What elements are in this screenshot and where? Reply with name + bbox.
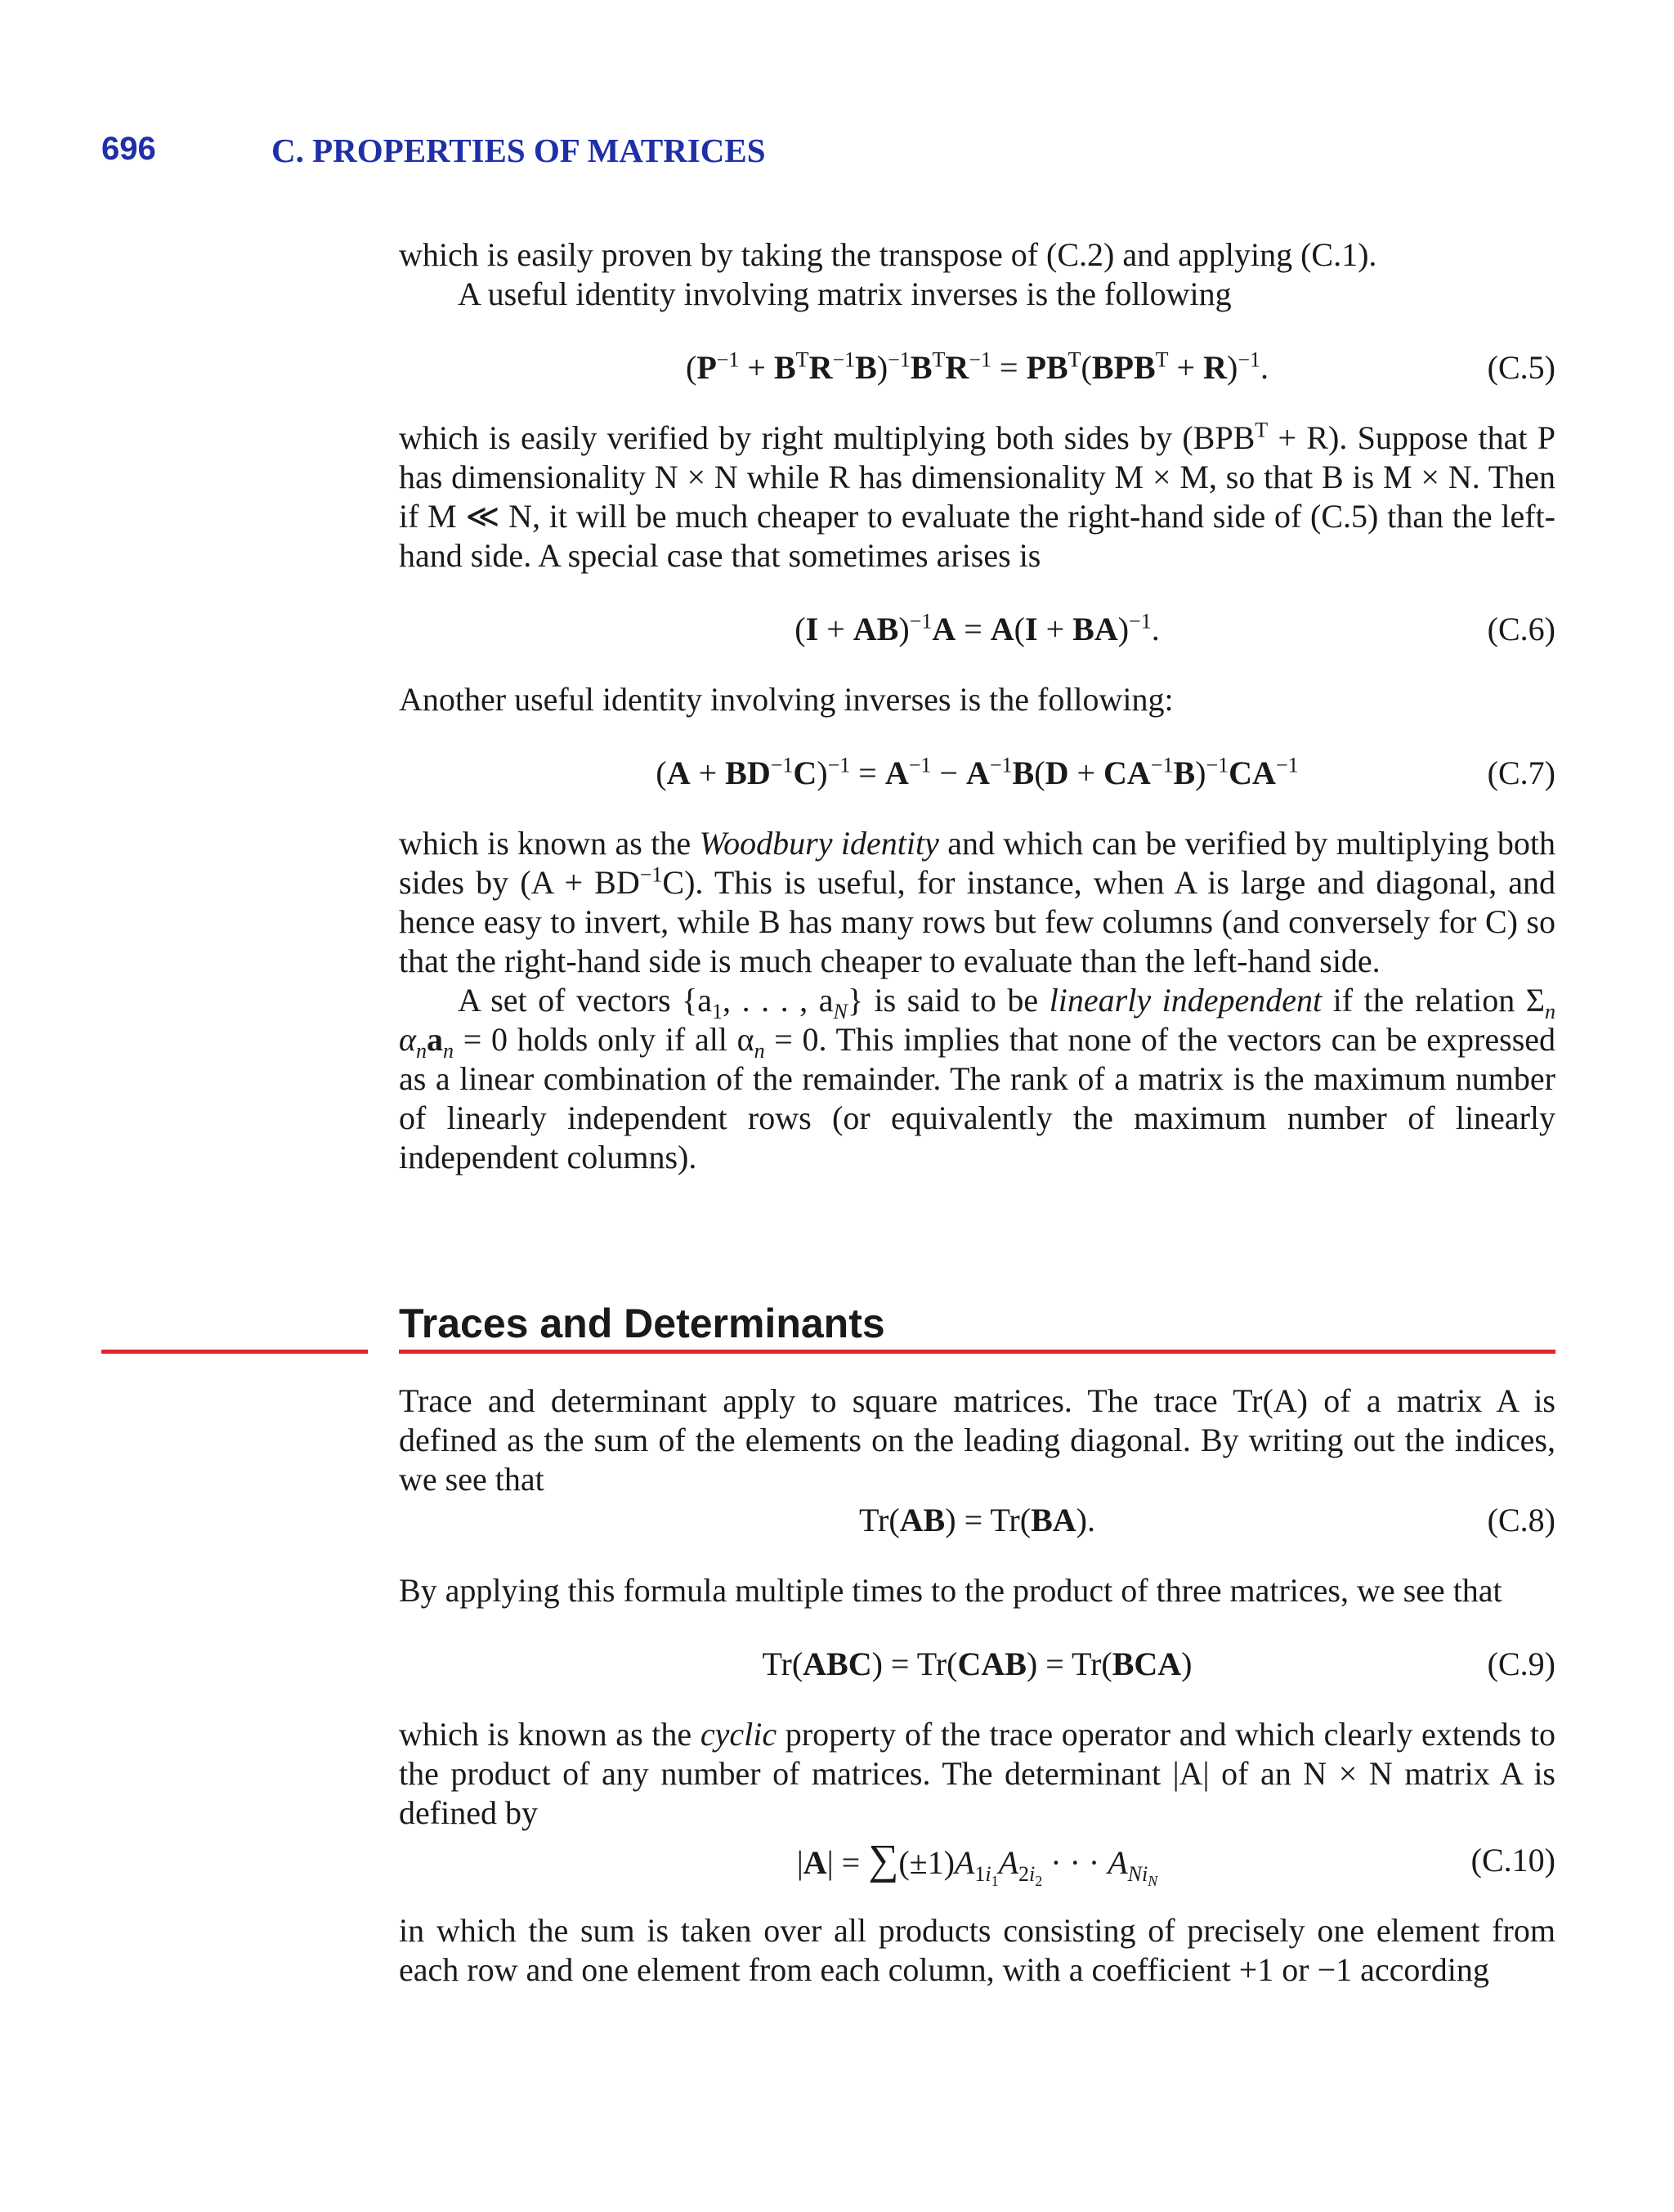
- equation-c5: [399, 347, 1555, 389]
- equation-c5-label: (C.5): [1487, 349, 1555, 386]
- paragraph-5-block: [399, 824, 1555, 1177]
- paragraph-7: Trace and determinant apply to square matrices. The trace Tr(A) of a matrix A is defined as the sum of the elements on the leading diagonal. By writing out the indices, we see that: [399, 1382, 1555, 1498]
- paragraph-3-block: [399, 419, 1555, 575]
- paragraph-9-block: [399, 1715, 1555, 1833]
- chapter-title: C. PROPERTIES OF MATRICES: [271, 132, 766, 169]
- equation-c10-label: (C.10): [1470, 1842, 1555, 1878]
- section-rule: [399, 1350, 1555, 1354]
- equation-c8: [399, 1499, 1555, 1542]
- equation-c9-body: Tr(ABC) = Tr(CAB) = Tr(BCA): [762, 1646, 1193, 1682]
- paragraph-4: Another useful identity involving inverses is the following:: [399, 681, 1174, 718]
- equation-c8-body: Tr(AB) = Tr(BA).: [859, 1502, 1095, 1538]
- equation-c10: [399, 1837, 1555, 1890]
- paragraph-9: which is known as the cyclic property of the trace operator and which clearly extends to the product of any number of matrices. The determinant |A| of an N × N matrix A is defined by: [399, 1716, 1556, 1831]
- paragraph-7-block: [399, 1381, 1555, 1499]
- section-rule-margin: [101, 1350, 368, 1354]
- paragraph-10: in which the sum is taken over all products consisting of precisely one element from each row and one element from each column, with a coefficient +1 or −1 according: [399, 1912, 1555, 1988]
- paragraph-3: which is easily verified by right multiplying both sides by $(BPB^T + R)$. Suppose that P has dimensionality N × N while R has dimensionality M × M, so that B is M × N. Then if M ≪ N, it will be much cheaper to evaluate the right-hand side of (C.5) than the left-hand side. A special case that sometimes arises is: [399, 418, 1556, 574]
- paragraph-10-block: [399, 1911, 1555, 1990]
- equation-c6-body: (I + AB)$^{-1}$A = A(I + BA)$^{-1}$.: [794, 609, 1160, 647]
- equation-c8-label: (C.8): [1487, 1502, 1555, 1538]
- paragraph-2: A useful identity involving matrix inverses is the following: [458, 275, 1232, 312]
- equation-c7-body: $(A + BD^{-1}C)^{-1} = A^{-1} - A^{-1}B(D + CA^{-1}B)^{-1}CA^{-1}$: [656, 753, 1299, 791]
- equation-c7: [399, 752, 1555, 795]
- equation-c6-label: (C.6): [1487, 611, 1555, 647]
- equation-c9: [399, 1643, 1555, 1686]
- paragraph-1: which is easily proven by taking the transpose of (C.2) and applying (C.1).: [399, 236, 1377, 273]
- paragraph-intro: [399, 235, 1555, 314]
- paragraph-8: By applying this formula multiple times to the product of three matrices, we see that: [399, 1572, 1502, 1609]
- equation-c5-body: $(P^{-1} + B^TR^{-1}B)^{-1}B^TR^{-1} = PB^T(BPB^T + R)^{-1}$.: [685, 347, 1269, 386]
- paragraph-6: A set of vectors {$a_1$, . . . , $a_N$} is said to be linearly independent if the relation $\Sigma_n$ $\alpha_na_n = 0$ holds only if all $\alpha_n = 0$. This implies that none of the vectors can be expressed as a linear combination of the remainder. The rank of a matrix is the maximum number of linearly independent rows (or equivalently the maximum number of linearly independent columns).: [399, 982, 1556, 1175]
- paragraph-4-block: [399, 680, 1555, 719]
- equation-c9-label: (C.9): [1487, 1646, 1555, 1682]
- equation-c6: [399, 608, 1555, 651]
- section-title: Traces and Determinants: [399, 1301, 885, 1346]
- paragraph-8-block: [399, 1571, 1555, 1610]
- paragraph-5: which is known as the Woodbury identity and which can be verified by multiplying both sides by $(A + BD^{-1}C)$. This is useful, for instance, when A is large and diagonal, and hence easy to invert, while B has many rows but few columns (and conversely for C) so that the right-hand side is much cheaper to evaluate than the left-hand side.: [399, 825, 1556, 979]
- page-number: 696: [101, 131, 156, 167]
- equation-c10-body: $|A| = \sum(\pm 1)A_{1i_1}A_{2i_2}$ · · · $A_{Ni_N}$: [796, 1837, 1158, 1890]
- equation-c7-label: (C.7): [1487, 754, 1555, 791]
